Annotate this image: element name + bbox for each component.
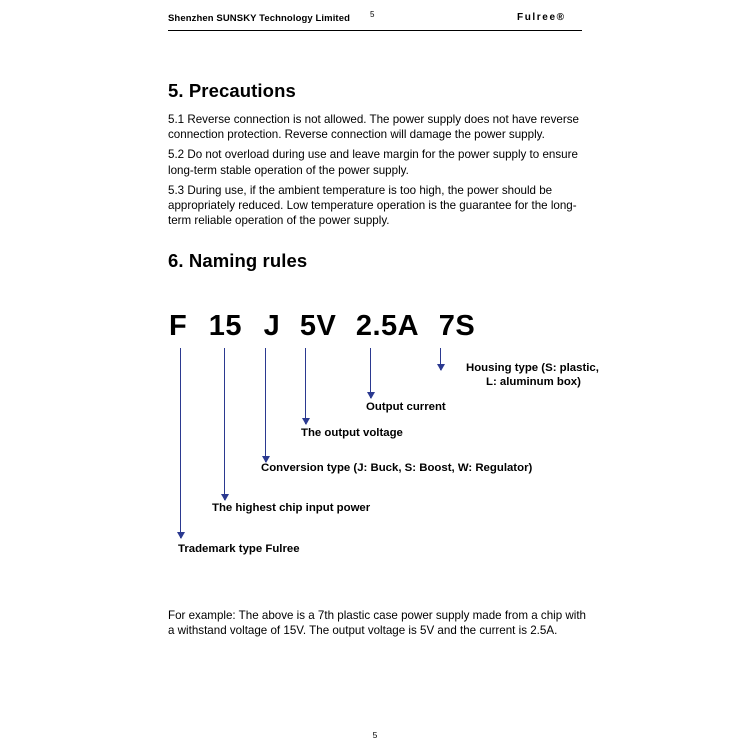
code-token-output-voltage: 5V [299,310,337,342]
example-paragraph: For example: The above is a 7th plastic case power supply made from a chip with a withstand voltage of 15V. The output voltage is 5V and the current is 2.5A. [168,608,587,637]
leader-arrow-conversion-type [265,348,266,462]
header-page-marker: 5 [370,10,375,19]
page-header [0,8,750,34]
code-token-trademark: F [169,310,188,342]
leader-arrow-output-current [370,348,371,398]
code-token-housing-type: 7S [438,310,476,342]
section-title-naming-rules: 6. Naming rules [168,250,308,272]
header-divider [168,30,582,31]
page-content [168,80,588,272]
code-token-input-power: 15 [208,310,243,342]
code-token-conversion-type: J [263,310,281,342]
paragraph-5-2: 5.2 Do not overload during use and leave margin for the power supply to ensure long-term stable operation of the power supply. [168,148,578,177]
paragraph-5-1: 5.1 Reverse connection is not allowed. The power supply does not have reverse connection protection. Reverse connection will damage the power supply. [168,113,579,142]
leader-arrow-trademark [180,348,181,538]
section-title-precautions: 5. Precautions [168,80,296,101]
legend-housing-type [466,361,636,389]
legend-trademark: Trademark type Fulree [178,543,300,555]
leader-arrow-output-voltage [305,348,306,424]
legend-housing-type-line2: L: aluminum box) [486,376,581,388]
code-token-output-current: 2.5A [355,310,420,342]
legend-input-power: The highest chip input power [212,502,371,514]
leader-arrow-input-power [224,348,225,500]
naming-code-line [168,310,588,343]
leader-arrow-housing-type [440,348,441,370]
legend-conversion-type: Conversion type (J: Buck, S: Boost, W: Regulator) [261,462,533,474]
header-brand: Fulree® [517,12,566,23]
footer-page-number: 5 [372,730,378,740]
legend-output-current: Output current [366,401,446,413]
paragraph-5-3: 5.3 During use, if the ambient temperature is too high, the power should be appropriately reduced. Low temperature operation is the guarantee for the long-term reliable operation of the power supply. [168,183,577,228]
legend-output-voltage: The output voltage [301,427,403,439]
legend-housing-type-line1: Housing type (S: plastic, [466,362,599,374]
header-company-name: Shenzhen SUNSKY Technology Limited [168,13,350,24]
